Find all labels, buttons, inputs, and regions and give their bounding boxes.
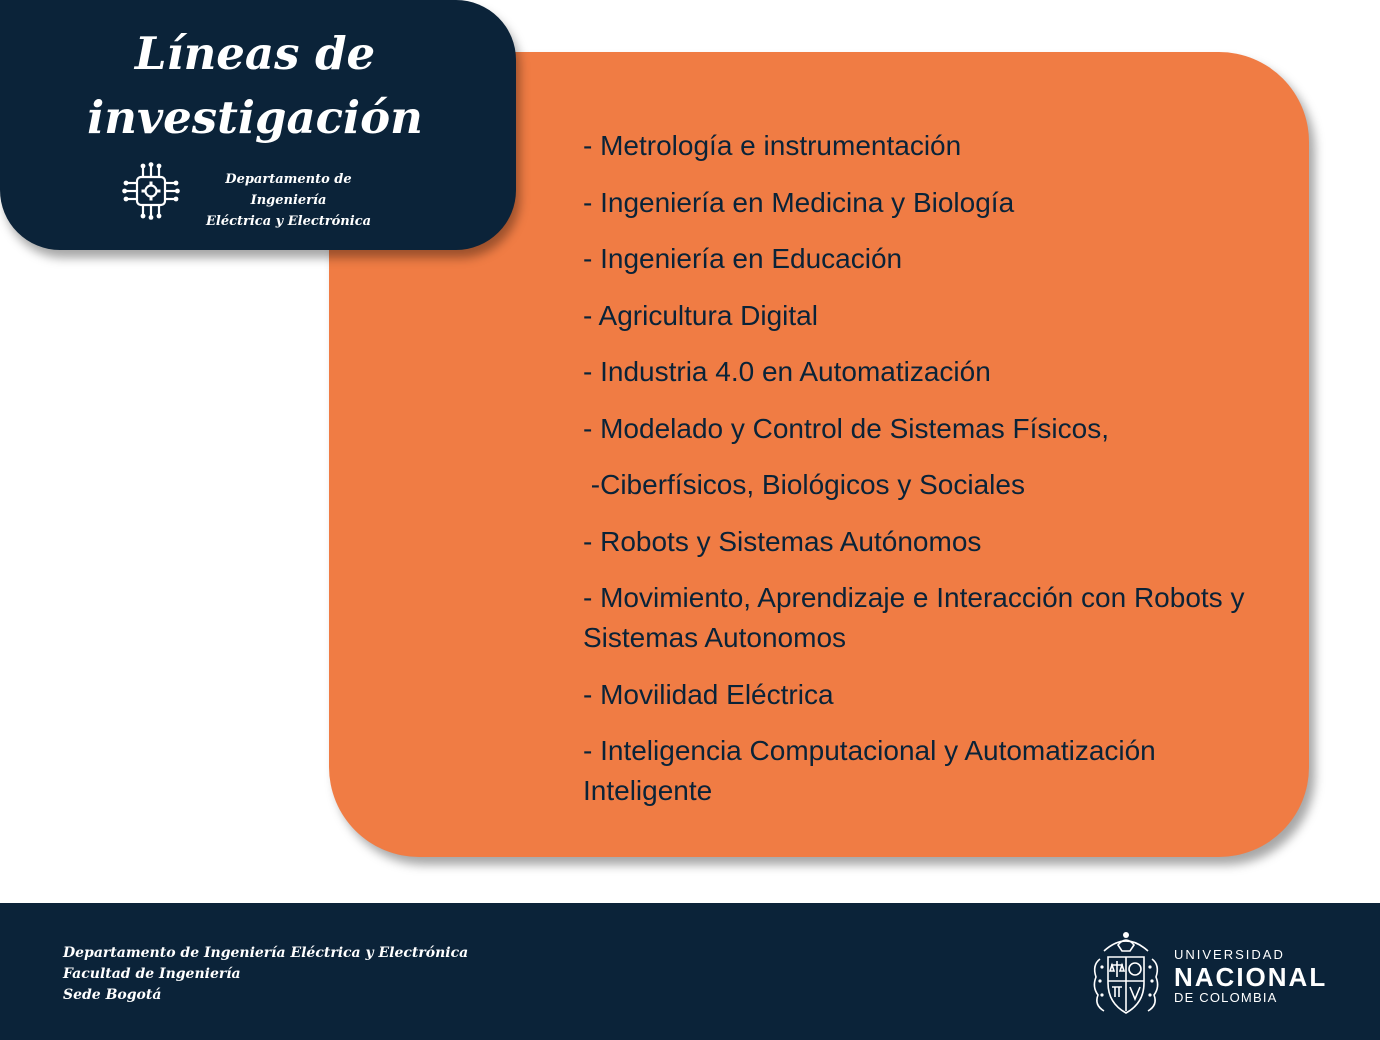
research-lines-list <box>583 126 1283 828</box>
research-line-item: - Robots y Sistemas Autónomos <box>583 525 982 557</box>
research-line-item: - Movimiento, Aprendizaje e Interacción con Robots y Sistemas Autonomos <box>583 582 1245 653</box>
research-line-item: - Agricultura Digital <box>583 299 818 331</box>
title-line-2: investigación <box>87 91 423 144</box>
research-line-item: - Ingeniería en Educación <box>583 243 903 274</box>
research-line-item: - Metrología e instrumentación <box>583 130 962 161</box>
research-line-item: - Ingeniería en Medicina y Biología <box>583 186 1015 218</box>
research-line-item: -Ciberfísicos, Biológicos y Sociales <box>583 469 1025 500</box>
university-name-line-1: UNIVERSIDAD <box>1174 947 1285 962</box>
research-line-item: - Inteligencia Computacional y Automatización Inteligente <box>583 735 1156 806</box>
footer-campus: Sede Bogotá <box>63 987 162 1003</box>
university-name-line-3: DE COLOMBIA <box>1174 990 1278 1005</box>
page-title <box>0 22 510 150</box>
footer-bar <box>0 903 1380 1040</box>
university-name-line-2: NACIONAL <box>1174 962 1328 992</box>
research-line-item: - Movilidad Eléctrica <box>583 678 834 710</box>
footer-faculty: Facultad de Ingeniería <box>63 966 241 982</box>
university-coat-of-arms-icon <box>1088 921 1164 1021</box>
research-line-item: - Modelado y Control de Sistemas Físicos, <box>583 412 1109 444</box>
department-name <box>186 169 391 232</box>
university-name <box>1174 947 1327 1005</box>
footer-department: Departamento de Ingeniería Eléctrica y Electrónica <box>63 945 469 961</box>
research-line-item: - Industria 4.0 en Automatización <box>583 356 991 387</box>
department-name-line-2: Eléctrica y Electrónica <box>205 214 372 229</box>
circuit-chip-gear-icon <box>122 162 180 220</box>
title-line-1: Líneas de <box>134 27 376 80</box>
footer-text <box>63 943 468 1006</box>
department-name-line-1: Departamento de Ingeniería <box>225 172 352 208</box>
title-card <box>0 0 516 250</box>
